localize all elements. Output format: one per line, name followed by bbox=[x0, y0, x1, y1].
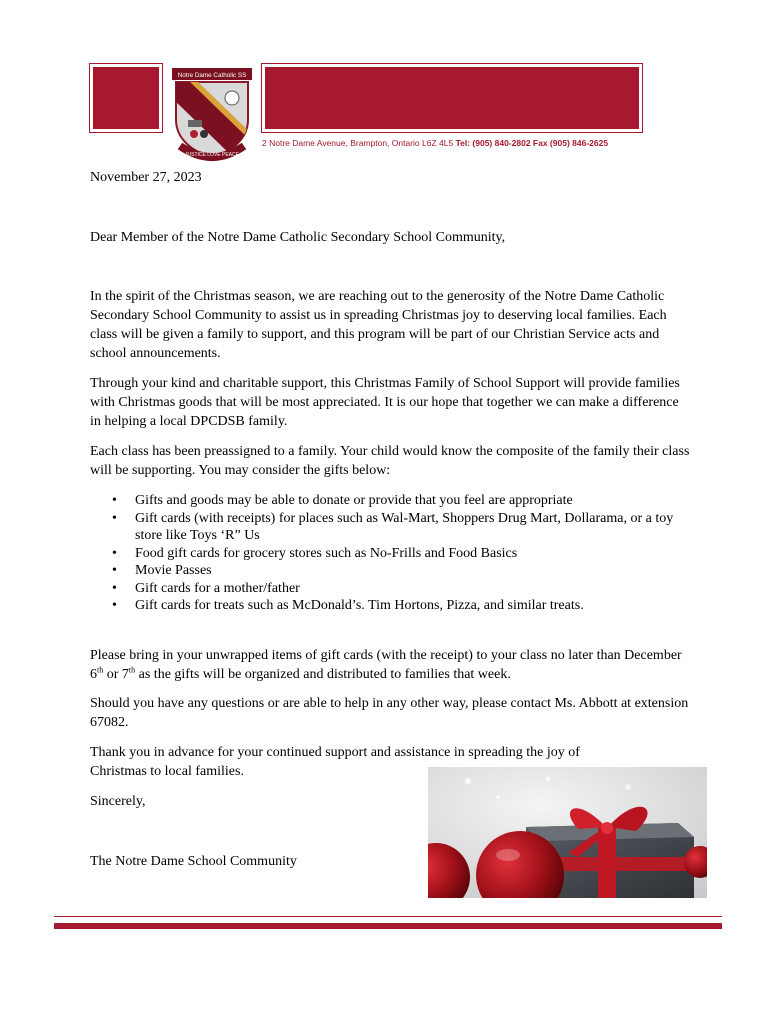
ordinal-suffix: th bbox=[128, 665, 136, 675]
deadline-text-c: as the gifts will be organized and distributed to families that week. bbox=[135, 667, 511, 682]
paragraph-thanks: Thank you in advance for your continued support and assistance in spreading the joy of Christmas to local families. bbox=[90, 745, 580, 779]
list-item: • Gift cards for treats such as McDonald’s. Tim Hortons, Pizza, and similar treats. bbox=[90, 597, 690, 615]
paragraph-intro: In the spirit of the Christmas season, we are reaching out to the generosity of the Notre Dame Catholic Secondary School Community to assist us in spreading Christmas joy to deserving local families. Each class will be given a family to support, and this program will be part of our Christian Service acts and school announcements. bbox=[90, 289, 667, 361]
list-item: • Gift cards for a mother/father bbox=[90, 580, 690, 598]
paragraph-contact: Should you have any questions or are able to help in any other way, please contact Ms. Abbott at extension 67082. bbox=[90, 696, 689, 730]
christmas-gift-image bbox=[428, 767, 707, 898]
letter-closing: Sincerely, bbox=[90, 794, 146, 809]
letterhead-left-banner bbox=[90, 64, 162, 132]
address-text: 2 Notre Dame Avenue, Brampton, Ontario L6Z 4L5 bbox=[262, 138, 454, 148]
school-crest-logo bbox=[168, 64, 256, 162]
letter-signature: The Notre Dame School Community bbox=[90, 854, 297, 869]
letterhead-right-banner bbox=[262, 64, 642, 132]
gift-suggestion-list bbox=[90, 492, 690, 615]
paragraph-deadline bbox=[90, 646, 690, 684]
footer-divider-thick bbox=[54, 923, 722, 929]
list-item: • Food gift cards for grocery stores such as No-Frills and Food Basics bbox=[90, 545, 690, 563]
list-item: • Gift cards (with receipts) for places such as Wal-Mart, Shoppers Drug Mart, Dollarama, or a toy store like Toys ‘R” Us bbox=[90, 510, 690, 545]
phone-number: Tel: (905) 840-2802 bbox=[455, 138, 531, 148]
footer-divider-thin bbox=[54, 916, 722, 917]
svg-text:JUSTICE LOVE PEACE: JUSTICE LOVE PEACE bbox=[185, 152, 239, 158]
letter-salutation: Dear Member of the Notre Dame Catholic Secondary School Community, bbox=[90, 230, 506, 245]
svg-text:Notre Dame Catholic SS: Notre Dame Catholic SS bbox=[177, 72, 247, 79]
paragraph-support: Through your kind and charitable support, this Christmas Family of School Support will provide families with Christmas goods that will be most appreciated. It is our hope that together we can make a difference in helping a local DPCDSB family. bbox=[90, 376, 680, 429]
list-item: • Movie Passes bbox=[90, 562, 690, 580]
ordinal-suffix: th bbox=[97, 665, 104, 675]
deadline-text-b: or 7 bbox=[103, 667, 129, 682]
fax-number: Fax (905) 846-2625 bbox=[532, 138, 609, 148]
school-address-line bbox=[262, 138, 608, 148]
paragraph-preassigned: Each class has been preassigned to a family. Your child would know the composite of the family their class will be supporting. You may consider the gifts below: bbox=[90, 444, 690, 478]
letter-date: November 27, 2023 bbox=[90, 170, 202, 185]
list-item: • Gifts and goods may be able to donate or provide that you feel are appropriate bbox=[90, 492, 690, 510]
deadline-text-a: Please bring in your unwrapped items of gift cards (with the receipt) to your class no later than December 6 bbox=[90, 648, 682, 682]
